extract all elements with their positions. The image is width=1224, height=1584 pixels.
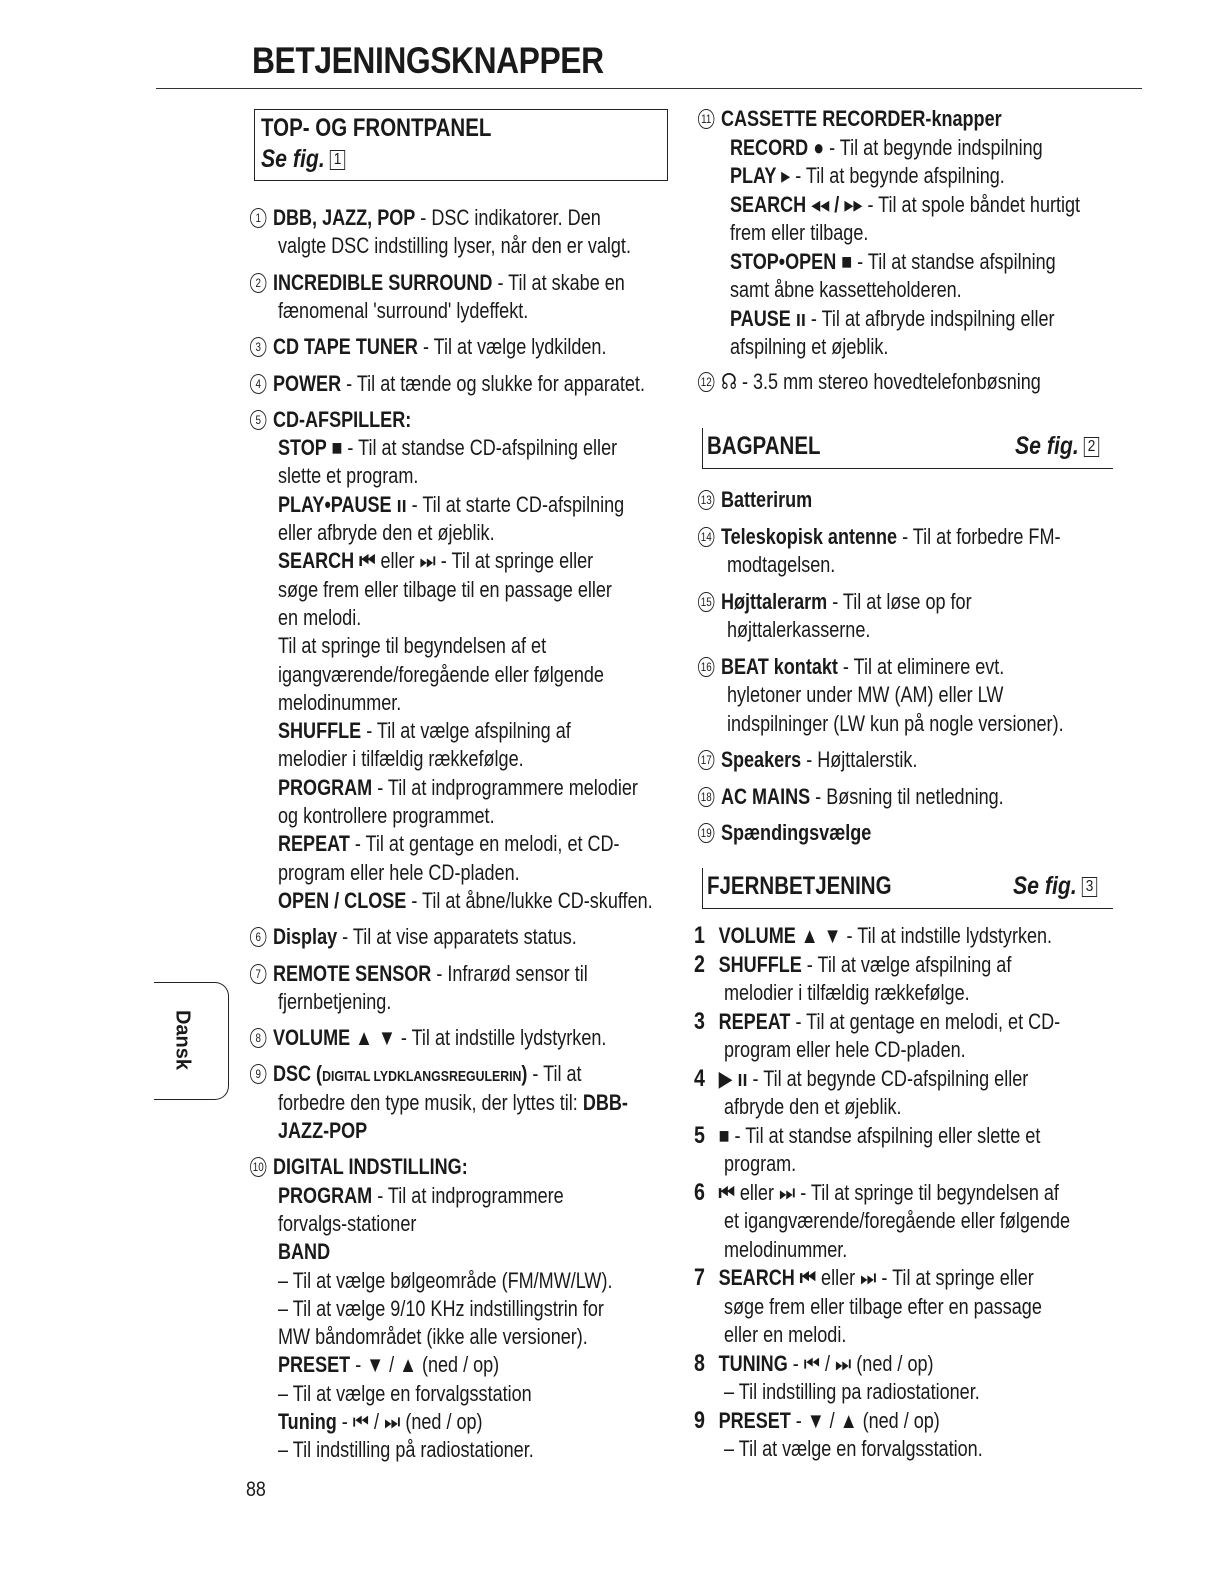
list-item bbox=[250, 406, 411, 435]
list-item bbox=[278, 1089, 628, 1118]
item-text: ☊ - 3.5 mm stereo hovedtelefonbøsning bbox=[720, 368, 1041, 394]
item-label: PROGRAM bbox=[278, 774, 373, 800]
list-item bbox=[250, 960, 588, 989]
item-text: en melodi. bbox=[278, 604, 362, 630]
list-item bbox=[278, 717, 571, 746]
item-label: STOP ■ bbox=[278, 435, 343, 461]
item-text: Til at springe til begyndelsen af et bbox=[278, 633, 547, 659]
list-item bbox=[694, 951, 1011, 980]
list-item bbox=[724, 1207, 1070, 1236]
list-item bbox=[278, 232, 631, 261]
item-label: RECORD ● bbox=[730, 134, 825, 160]
item-number: 4 bbox=[694, 1064, 705, 1092]
item-label: INCREDIBLE SURROUND bbox=[272, 269, 493, 295]
list-item bbox=[278, 1295, 604, 1324]
item-number: 10 bbox=[250, 1157, 266, 1177]
item-text: igangværende/foregående eller følgende bbox=[278, 661, 604, 687]
item-text: eller afbryde den et øjeblik. bbox=[278, 520, 495, 545]
item-text: - Til at gentage en melodi, et CD- bbox=[349, 831, 620, 857]
item-text: modtagelsen. bbox=[727, 552, 836, 577]
item-text: - Til at vælge afspilning af bbox=[801, 951, 1012, 977]
item-text: valgte DSC indstilling lyser, når den er valgt. bbox=[278, 233, 631, 259]
list-item bbox=[278, 830, 620, 859]
fig-ref-label: Se fig. bbox=[1013, 872, 1077, 900]
item-label: ) bbox=[521, 1061, 528, 1087]
list-item bbox=[278, 1408, 483, 1437]
top-panel-heading-box bbox=[254, 109, 668, 181]
item-text: - Til at skabe en bbox=[492, 269, 625, 295]
list-item bbox=[278, 988, 391, 1017]
list-item bbox=[250, 269, 625, 298]
item-label: POWER bbox=[272, 370, 342, 396]
item-number: 2 bbox=[250, 273, 266, 293]
item-text: eller en melodi. bbox=[724, 1322, 847, 1347]
item-number: 8 bbox=[694, 1349, 705, 1377]
list-item bbox=[724, 1093, 902, 1122]
item-label: ■ bbox=[718, 1122, 730, 1148]
list-item bbox=[724, 1378, 980, 1407]
item-text: - Til at eliminere evt. bbox=[837, 653, 1005, 679]
item-text: - DSC indikatorer. Den bbox=[415, 205, 601, 230]
item-text: - Til at løse op for bbox=[827, 588, 972, 614]
list-item bbox=[727, 551, 835, 580]
list-item bbox=[278, 462, 418, 491]
item-text: - Til at vælge afspilning af bbox=[361, 718, 571, 744]
item-label: Batterirum bbox=[720, 487, 813, 512]
list-item bbox=[250, 333, 606, 362]
top-panel-heading: TOP- OG FRONTPANEL bbox=[261, 114, 492, 142]
item-label: Tuning bbox=[278, 1409, 337, 1434]
item-text: program. bbox=[724, 1151, 797, 1176]
item-number: 8 bbox=[250, 1028, 266, 1048]
item-label: VOLUME ▲ ▼ bbox=[272, 1025, 396, 1051]
title-divider bbox=[156, 88, 1142, 89]
item-label: JAZZ-POP bbox=[278, 1118, 368, 1143]
list-item bbox=[698, 783, 1004, 812]
list-item bbox=[730, 219, 868, 248]
list-item bbox=[278, 1436, 534, 1465]
list-item bbox=[724, 1293, 1042, 1322]
item-number: 6 bbox=[250, 927, 266, 947]
item-text: - Til at standse afspilning eller slette et bbox=[729, 1122, 1041, 1148]
list-item bbox=[250, 204, 601, 233]
item-number: 2 bbox=[694, 950, 705, 978]
list-item bbox=[698, 746, 917, 775]
list-item bbox=[278, 689, 401, 718]
item-number: 4 bbox=[250, 374, 266, 394]
list-item bbox=[724, 1321, 846, 1350]
item-number: 14 bbox=[698, 527, 714, 547]
item-number: 18 bbox=[698, 787, 714, 807]
item-label: PLAY•PAUSE ıı bbox=[278, 491, 407, 517]
item-label: SEARCH ◂◂ / ▸▸ bbox=[730, 191, 863, 217]
item-text: - Til at begynde afspilning. bbox=[790, 163, 1005, 188]
item-text: - Til at indprogrammere melodier bbox=[372, 774, 638, 800]
list-item bbox=[730, 333, 888, 362]
list-item bbox=[278, 1323, 588, 1352]
item-label: REPEAT bbox=[718, 1008, 791, 1034]
item-text: - Til at bbox=[527, 1061, 582, 1087]
list-item bbox=[250, 1060, 582, 1092]
item-text: fjernbetjening. bbox=[278, 988, 392, 1014]
item-text: - Til at vise apparatets status. bbox=[337, 924, 577, 950]
fig-ref-label: Se fig. bbox=[1015, 432, 1079, 460]
list-item bbox=[694, 1407, 940, 1436]
item-number: 13 bbox=[698, 490, 714, 510]
fig-number: 2 bbox=[1084, 437, 1099, 457]
item-label: Højttalerarm bbox=[720, 588, 828, 614]
fig-number: 3 bbox=[1082, 877, 1097, 897]
list-item bbox=[278, 519, 495, 548]
list-item bbox=[730, 276, 962, 305]
page-title: BETJENINGSKNAPPER bbox=[252, 40, 604, 81]
item-label: ⏮ bbox=[718, 1179, 735, 1205]
list-item bbox=[698, 105, 1002, 134]
item-number: 6 bbox=[694, 1178, 705, 1206]
item-text: afbryde den et øjeblik. bbox=[724, 1094, 902, 1119]
item-text: og kontrollere programmet. bbox=[278, 803, 495, 828]
back-panel-heading: BAGPANEL bbox=[707, 432, 821, 460]
fig-ref-label: Se fig. bbox=[261, 145, 325, 173]
item-text: - Til at gentage en melodi, et CD- bbox=[790, 1008, 1061, 1034]
item-label: REPEAT bbox=[278, 831, 350, 857]
list-item bbox=[727, 710, 1064, 739]
item-text: melodinummer. bbox=[278, 689, 402, 715]
item-text: forbedre den type musik, der lyttes til: bbox=[278, 1089, 583, 1115]
list-item bbox=[727, 681, 1003, 710]
list-item bbox=[278, 576, 612, 605]
list-item bbox=[278, 297, 528, 326]
item-label: PAUSE ıı bbox=[730, 305, 806, 331]
item-label: DIGITAL LYDKLANGSREGULERIN bbox=[322, 1068, 522, 1086]
item-number: 12 bbox=[698, 372, 714, 392]
item-number: 1 bbox=[694, 922, 705, 949]
list-item bbox=[730, 248, 1056, 277]
list-item bbox=[278, 745, 524, 774]
item-text: - Til at tænde og slukke for apparatet. bbox=[341, 370, 645, 396]
item-text: - Til at vælge lydkilden. bbox=[417, 334, 607, 360]
item-text: - Til at starte CD-afspilning bbox=[406, 491, 625, 517]
item-label: Speakers bbox=[720, 747, 802, 772]
item-text: – Til at vælge en forvalgsstation. bbox=[724, 1436, 983, 1461]
list-item bbox=[278, 1351, 499, 1380]
item-label: DBB- bbox=[582, 1089, 628, 1115]
item-text: - Til at åbne/lukke CD-skuffen. bbox=[406, 887, 653, 913]
list-item bbox=[278, 1210, 416, 1239]
item-text: slette et program. bbox=[278, 463, 419, 489]
item-text: - ▼ / ▲ (ned / op) bbox=[790, 1407, 940, 1433]
item-text: – Til at vælge bølgeområde (FM/MW/LW). bbox=[278, 1267, 613, 1293]
item-label: CD-AFSPILLER: bbox=[272, 406, 412, 432]
page-number: 88 bbox=[246, 1478, 266, 1501]
list-item bbox=[724, 1435, 983, 1464]
list-item bbox=[730, 305, 1055, 334]
item-number: 7 bbox=[694, 1264, 705, 1291]
item-text: højttalerkasserne. bbox=[727, 617, 871, 642]
item-text: eller ⏭ - Til at springe eller bbox=[816, 1265, 1034, 1290]
item-label: DIGITAL INDSTILLING: bbox=[272, 1154, 468, 1180]
item-label: PRESET bbox=[278, 1352, 351, 1378]
item-text: – Til indstilling på radiostationer. bbox=[278, 1437, 534, 1463]
remote-heading: FJERNBETJENING bbox=[707, 872, 892, 900]
item-text: program eller hele CD-pladen. bbox=[278, 859, 520, 885]
item-label: VOLUME ▲ ▼ bbox=[718, 923, 842, 948]
item-text: MW båndområdet (ikke alle versioner). bbox=[278, 1324, 588, 1350]
item-number: 9 bbox=[250, 1064, 266, 1084]
list-item bbox=[698, 819, 871, 848]
list-item bbox=[250, 370, 645, 399]
item-label: BAND bbox=[278, 1239, 331, 1265]
list-item bbox=[278, 1182, 564, 1211]
list-item bbox=[278, 859, 520, 888]
list-item bbox=[694, 1350, 934, 1379]
list-item bbox=[724, 1036, 966, 1065]
back-panel-heading-box bbox=[702, 428, 1113, 469]
list-item bbox=[724, 1150, 796, 1179]
item-text: - Til at begynde indspilning bbox=[824, 134, 1043, 160]
remote-fig-ref bbox=[1013, 872, 1097, 901]
item-label: PRESET bbox=[718, 1407, 791, 1433]
list-item bbox=[694, 1008, 1060, 1037]
list-item bbox=[278, 604, 361, 633]
remote-heading-box bbox=[702, 868, 1113, 909]
item-text: - ⏮ / ⏭ (ned / op) bbox=[787, 1350, 934, 1376]
item-text: samt åbne kassetteholderen. bbox=[730, 277, 962, 302]
list-item bbox=[278, 491, 624, 520]
list-item bbox=[278, 887, 653, 916]
item-text: program eller hele CD-pladen. bbox=[724, 1037, 966, 1062]
item-text: - Til at indprogrammere bbox=[372, 1182, 564, 1208]
item-text: forvalgs-stationer bbox=[278, 1210, 417, 1236]
list-item bbox=[694, 922, 1052, 951]
item-number: 11 bbox=[698, 109, 714, 129]
item-text: - Infrarød sensor til bbox=[431, 960, 588, 986]
item-label: Teleskopisk antenne bbox=[720, 523, 898, 549]
item-number: 3 bbox=[250, 337, 266, 357]
item-text: - Til at indstille lydstyrken. bbox=[841, 923, 1053, 948]
top-panel-fig-ref bbox=[261, 145, 500, 174]
item-text: afspilning et øjeblik. bbox=[730, 334, 889, 359]
item-text: – Til at vælge 9/10 KHz indstillingstrin for bbox=[278, 1295, 604, 1321]
list-item bbox=[698, 653, 1004, 682]
item-number: 15 bbox=[698, 592, 714, 612]
item-text: - Til at afbryde indspilning eller bbox=[805, 305, 1055, 331]
list-item bbox=[278, 547, 593, 576]
list-item bbox=[698, 486, 812, 515]
item-label: Display bbox=[272, 924, 338, 950]
item-number: 5 bbox=[694, 1121, 705, 1149]
item-text: frem eller tilbage. bbox=[730, 220, 869, 245]
item-text: indspilninger (LW kun på nogle versioner). bbox=[727, 710, 1064, 736]
item-label: TUNING bbox=[718, 1350, 788, 1376]
list-item bbox=[694, 1065, 1028, 1094]
item-text: melodinummer. bbox=[724, 1236, 848, 1262]
item-text: - Til at indstille lydstyrken. bbox=[395, 1025, 607, 1051]
item-text: fænomenal 'surround' lydeffekt. bbox=[278, 297, 529, 323]
list-item bbox=[730, 191, 1080, 220]
list-item bbox=[278, 1267, 612, 1296]
list-item bbox=[698, 588, 972, 617]
list-item bbox=[694, 1122, 1040, 1151]
item-text: søge frem eller tilbage efter en passage bbox=[724, 1293, 1042, 1319]
item-text: – Til at vælge en forvalgsstation bbox=[278, 1380, 532, 1406]
item-label: SEARCH ⏮ bbox=[278, 548, 376, 574]
list-item bbox=[278, 1238, 330, 1267]
item-label: BEAT kontakt bbox=[720, 653, 838, 679]
item-number: 3 bbox=[694, 1007, 705, 1035]
list-item bbox=[724, 1236, 847, 1265]
fig-number: 1 bbox=[330, 150, 345, 170]
item-number: 1 bbox=[250, 208, 266, 228]
item-number: 19 bbox=[698, 823, 714, 843]
item-text: - ⏮ / ⏭ (ned / op) bbox=[336, 1409, 483, 1434]
item-text: - Til at forbedre FM- bbox=[897, 523, 1061, 549]
item-label: SEARCH ⏮ bbox=[718, 1265, 817, 1290]
list-item bbox=[727, 616, 870, 645]
item-text: - Til at standse CD-afspilning eller bbox=[342, 435, 618, 461]
item-text: - Til at spole båndet hurtigt bbox=[862, 191, 1081, 217]
item-number: 16 bbox=[698, 657, 714, 677]
item-text: melodier i tilfældig rækkefølge. bbox=[724, 980, 970, 1005]
list-item bbox=[278, 1117, 367, 1146]
item-label: CASSETTE RECORDER-knapper bbox=[720, 106, 1002, 131]
item-label: REMOTE SENSOR bbox=[272, 960, 432, 986]
list-item bbox=[698, 368, 1041, 397]
list-item bbox=[250, 1153, 468, 1182]
item-label: PROGRAM bbox=[278, 1182, 373, 1208]
language-tab-label: Dansk bbox=[171, 1009, 194, 1071]
list-item bbox=[724, 979, 970, 1008]
item-text: melodier i tilfældig rækkefølge. bbox=[278, 746, 524, 772]
item-label: AC MAINS bbox=[720, 783, 811, 809]
item-number: 9 bbox=[694, 1406, 705, 1434]
item-label: SHUFFLE bbox=[718, 951, 802, 977]
back-panel-fig-ref bbox=[1015, 432, 1099, 461]
list-item bbox=[250, 1024, 606, 1053]
list-item bbox=[278, 434, 617, 463]
item-text: - Til at standse afspilning bbox=[852, 248, 1056, 274]
item-label: DSC ( bbox=[272, 1061, 323, 1087]
list-item bbox=[694, 1264, 1034, 1293]
item-label: STOP•OPEN ■ bbox=[730, 248, 853, 274]
list-item bbox=[730, 162, 1005, 191]
item-number: 17 bbox=[698, 750, 714, 770]
list-item bbox=[278, 661, 604, 690]
item-label: Spændingsvælge bbox=[720, 820, 872, 845]
item-text: - ▼ / ▲ (ned / op) bbox=[350, 1352, 500, 1378]
item-number: 7 bbox=[250, 964, 266, 984]
list-item bbox=[278, 802, 495, 831]
item-text: - Højttalerstik. bbox=[801, 747, 918, 772]
item-label: SHUFFLE bbox=[278, 718, 362, 744]
item-label: OPEN / CLOSE bbox=[278, 887, 407, 913]
item-text: eller ⏭ - Til at springe til begyndelsen af bbox=[734, 1179, 1059, 1205]
item-label: CD TAPE TUNER bbox=[272, 334, 418, 360]
item-text: et igangværende/foregående eller følgende bbox=[724, 1208, 1071, 1233]
item-number: 5 bbox=[250, 410, 266, 430]
list-item bbox=[730, 134, 1043, 163]
item-text: – Til indstilling pa radiostationer. bbox=[724, 1379, 980, 1404]
item-text: - Til at begynde CD-afspilning eller bbox=[747, 1065, 1029, 1091]
list-item bbox=[698, 523, 1060, 552]
item-text: søge frem eller tilbage til en passage eller bbox=[278, 576, 612, 602]
list-item bbox=[278, 1380, 532, 1409]
list-item bbox=[278, 774, 638, 803]
item-label: ▶ ıı bbox=[718, 1065, 748, 1091]
item-label: DBB, JAZZ, POP bbox=[272, 205, 416, 230]
list-item bbox=[278, 632, 546, 661]
list-item bbox=[250, 923, 577, 952]
item-text: - Bøsning til netledning. bbox=[810, 783, 1004, 809]
item-label: PLAY ▸ bbox=[730, 163, 791, 188]
list-item bbox=[694, 1179, 1059, 1208]
item-text: hyletoner under MW (AM) eller LW bbox=[727, 682, 1004, 707]
item-text: eller ⏭ - Til at springe eller bbox=[375, 548, 594, 574]
